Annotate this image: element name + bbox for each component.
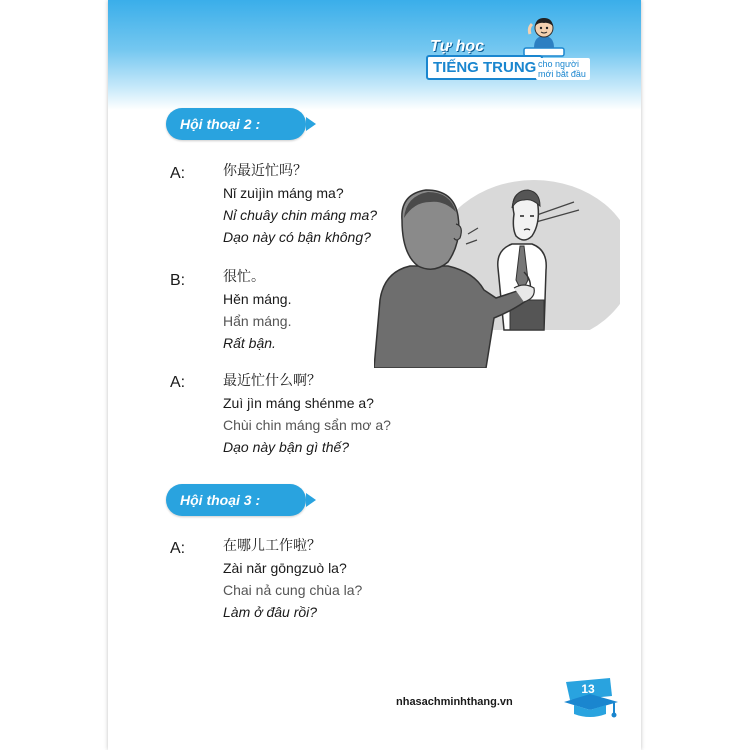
pill-arrow-icon — [306, 117, 316, 131]
phonetic-line: Nỉ chuây chin máng ma? — [223, 207, 378, 223]
chinese-line: 你最近忙吗？ — [223, 163, 307, 179]
dialog-block — [223, 160, 377, 248]
section-title-text: Hội thoại 3 : — [180, 492, 261, 508]
dialog-block — [223, 535, 362, 623]
dialog-block — [223, 266, 291, 354]
page-number: 13 — [581, 682, 595, 696]
chinese-line: 最近忙什么啊？ — [223, 373, 321, 389]
vietnamese-line: Rất bận. — [223, 335, 276, 351]
speaker-label: A: — [170, 540, 186, 557]
book-logo — [426, 38, 584, 82]
logo-line-1: Tự học — [430, 38, 485, 55]
pinyin-line: Nǐ zuìjìn máng ma? — [223, 185, 344, 201]
vietnamese-line: Làm ở đâu rồi? — [223, 604, 318, 620]
phonetic-line: Chai nả cung chùa la? — [223, 582, 363, 598]
page-number-badge — [560, 674, 620, 722]
pinyin-line: Zuì jìn máng shénme a? — [223, 395, 374, 411]
vietnamese-line: Dạo này có bận không? — [223, 229, 371, 245]
pinyin-line: Hěn máng. — [223, 291, 292, 307]
section-title-text: Hội thoại 2 : — [180, 116, 261, 132]
book-page — [108, 0, 641, 750]
speaker-label: A: — [170, 374, 186, 391]
section-title-hoi-thoai-2 — [166, 108, 306, 140]
dialog-block — [223, 370, 391, 458]
two-men-conversation-illustration — [374, 180, 620, 368]
chinese-line: 在哪儿工作啦？ — [223, 538, 321, 554]
footer-website: nhasachminhthang.vn — [396, 696, 513, 708]
phonetic-line: Chùi chin máng sẩn mơ a? — [223, 417, 391, 433]
vietnamese-line: Dạo này bận gì thế? — [223, 439, 350, 455]
logo-line-3: cho người mới bắt đầu — [536, 58, 590, 80]
speaker-label: B: — [170, 272, 186, 289]
chinese-line: 很忙。 — [223, 269, 265, 285]
phonetic-line: Hẩn máng. — [223, 313, 292, 329]
pill-arrow-icon — [306, 493, 316, 507]
logo-line-2: TIẾNG TRUNG — [426, 55, 543, 80]
pinyin-line: Zài nǎr gōngzuò la? — [223, 560, 347, 576]
speaker-label: A: — [170, 165, 186, 182]
section-title-hoi-thoai-3 — [166, 484, 306, 516]
